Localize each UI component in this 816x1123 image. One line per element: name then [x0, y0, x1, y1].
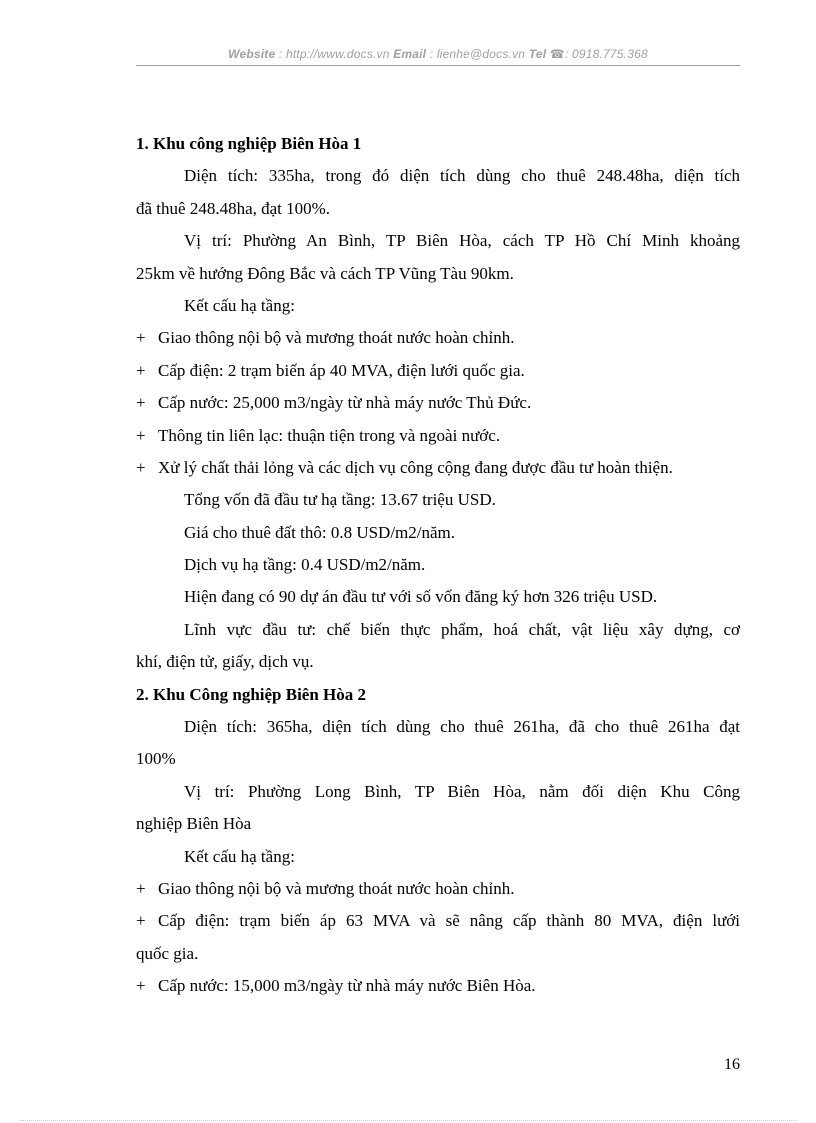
document-body — [136, 128, 740, 1003]
bullet-text: Giao thông nội bộ và mương thoát nước hoàn chỉnh. — [158, 328, 515, 348]
paragraph-line: nghiệp Biên Hòa — [136, 814, 252, 834]
bullet-text: Cấp điện: trạm biến áp 63 MVA và sẽ nâng cấp thành 80 MVA, điện lưới — [158, 911, 740, 931]
bullet-marker: + — [136, 360, 146, 380]
bullet-marker: + — [136, 878, 146, 898]
email-label: Email — [393, 47, 427, 61]
bullet-item — [136, 355, 740, 387]
page-number: 16 — [724, 1056, 740, 1073]
bullet-text: Cấp điện: 2 trạm biến áp 40 MVA, điện lưới quốc gia. — [158, 360, 525, 380]
paragraph-line: Vị trí: Phường An Bình, TP Biên Hòa, cách TP Hồ Chí Minh khoảng — [184, 231, 740, 251]
paragraph-line: Vị trí: Phường Long Bình, TP Biên Hòa, nằm đối diện Khu Công — [184, 781, 740, 801]
section-heading: 2. Khu Công nghiệp Biên Hòa 2 — [136, 684, 367, 704]
bullet-text: Cấp nước: 25,000 m3/ngày từ nhà máy nước Thủ Đức. — [158, 393, 532, 413]
section-heading: 1. Khu công nghiệp Biên Hòa 1 — [136, 134, 362, 153]
paragraph-line: Tổng vốn đã đầu tư hạ tầng: 13.67 triệu USD. — [184, 490, 496, 510]
website-url[interactable]: http://www.docs.vn — [285, 47, 390, 61]
bullet-item — [136, 873, 740, 905]
paragraph-line: 100% — [136, 749, 176, 769]
tel-label: Tel — [528, 47, 547, 61]
website-label: Website — [228, 47, 276, 61]
paragraph-line: Dịch vụ hạ tầng: 0.4 USD/m2/năm. — [184, 555, 426, 575]
paragraph-line: Kết cấu hạ tầng: — [184, 846, 295, 866]
paragraph-line: Giá cho thuê đất thô: 0.8 USD/m2/năm. — [184, 522, 456, 542]
paragraph-line: 25km về hướng Đông Bắc và cách TP Vũng Tàu 90km. — [136, 263, 514, 283]
bullet-text: Cấp nước: 15,000 m3/ngày từ nhà máy nước Biên Hòa. — [158, 976, 536, 996]
paragraph-line: Lĩnh vực đầu tư: chế biến thực phẩm, hoá chất, vật liệu xây dựng, cơ — [184, 619, 740, 639]
bullet-item — [136, 420, 740, 452]
bullet-item — [136, 322, 740, 354]
paragraph-line: Diện tích: 365ha, diện tích dùng cho thuê 261ha, đã cho thuê 261ha đạt — [184, 717, 740, 737]
bullet-marker: + — [136, 976, 146, 996]
bullet-item — [136, 905, 740, 937]
telephone-icon: ☎ — [549, 47, 565, 61]
paragraph-line: quốc gia. — [136, 943, 199, 963]
email-value[interactable]: lienhe@docs.vn — [436, 47, 526, 61]
bullet-text: Xử lý chất thải lỏng và các dịch vụ công cộng đang được đầu tư hoàn thiện. — [158, 457, 673, 477]
page-bottom-dotted-border — [20, 1120, 796, 1121]
bullet-marker: + — [136, 911, 146, 931]
paragraph-line: Diện tích: 335ha, trong đó diện tích dùng cho thuê 248.48ha, diện tích — [184, 166, 740, 186]
bullet-marker: + — [136, 425, 146, 445]
bullet-item — [136, 387, 740, 419]
website-sep: : — [275, 47, 286, 61]
email-sep: : — [426, 47, 437, 61]
bullet-text: Thông tin liên lạc: thuận tiện trong và ngoài nước. — [158, 425, 501, 445]
tel-value: : 0918.775.368 — [564, 47, 648, 61]
paragraph-line: khí, điện tử, giấy, dịch vụ. — [136, 652, 314, 672]
bullet-marker: + — [136, 328, 146, 348]
paragraph-line: Hiện đang có 90 dự án đầu tư với số vốn đăng ký hơn 326 triệu USD. — [184, 587, 658, 607]
bullet-item — [136, 970, 740, 1002]
header-divider — [136, 65, 740, 66]
page-header — [136, 47, 740, 61]
bullet-item — [136, 452, 740, 484]
bullet-text: Giao thông nội bộ và mương thoát nước hoàn chỉnh. — [158, 878, 515, 898]
paragraph-line: Kết cấu hạ tầng: — [184, 295, 295, 315]
bullet-marker: + — [136, 393, 146, 413]
bullet-marker: + — [136, 457, 146, 477]
paragraph-line: đã thuê 248.48ha, đạt 100%. — [136, 198, 331, 218]
